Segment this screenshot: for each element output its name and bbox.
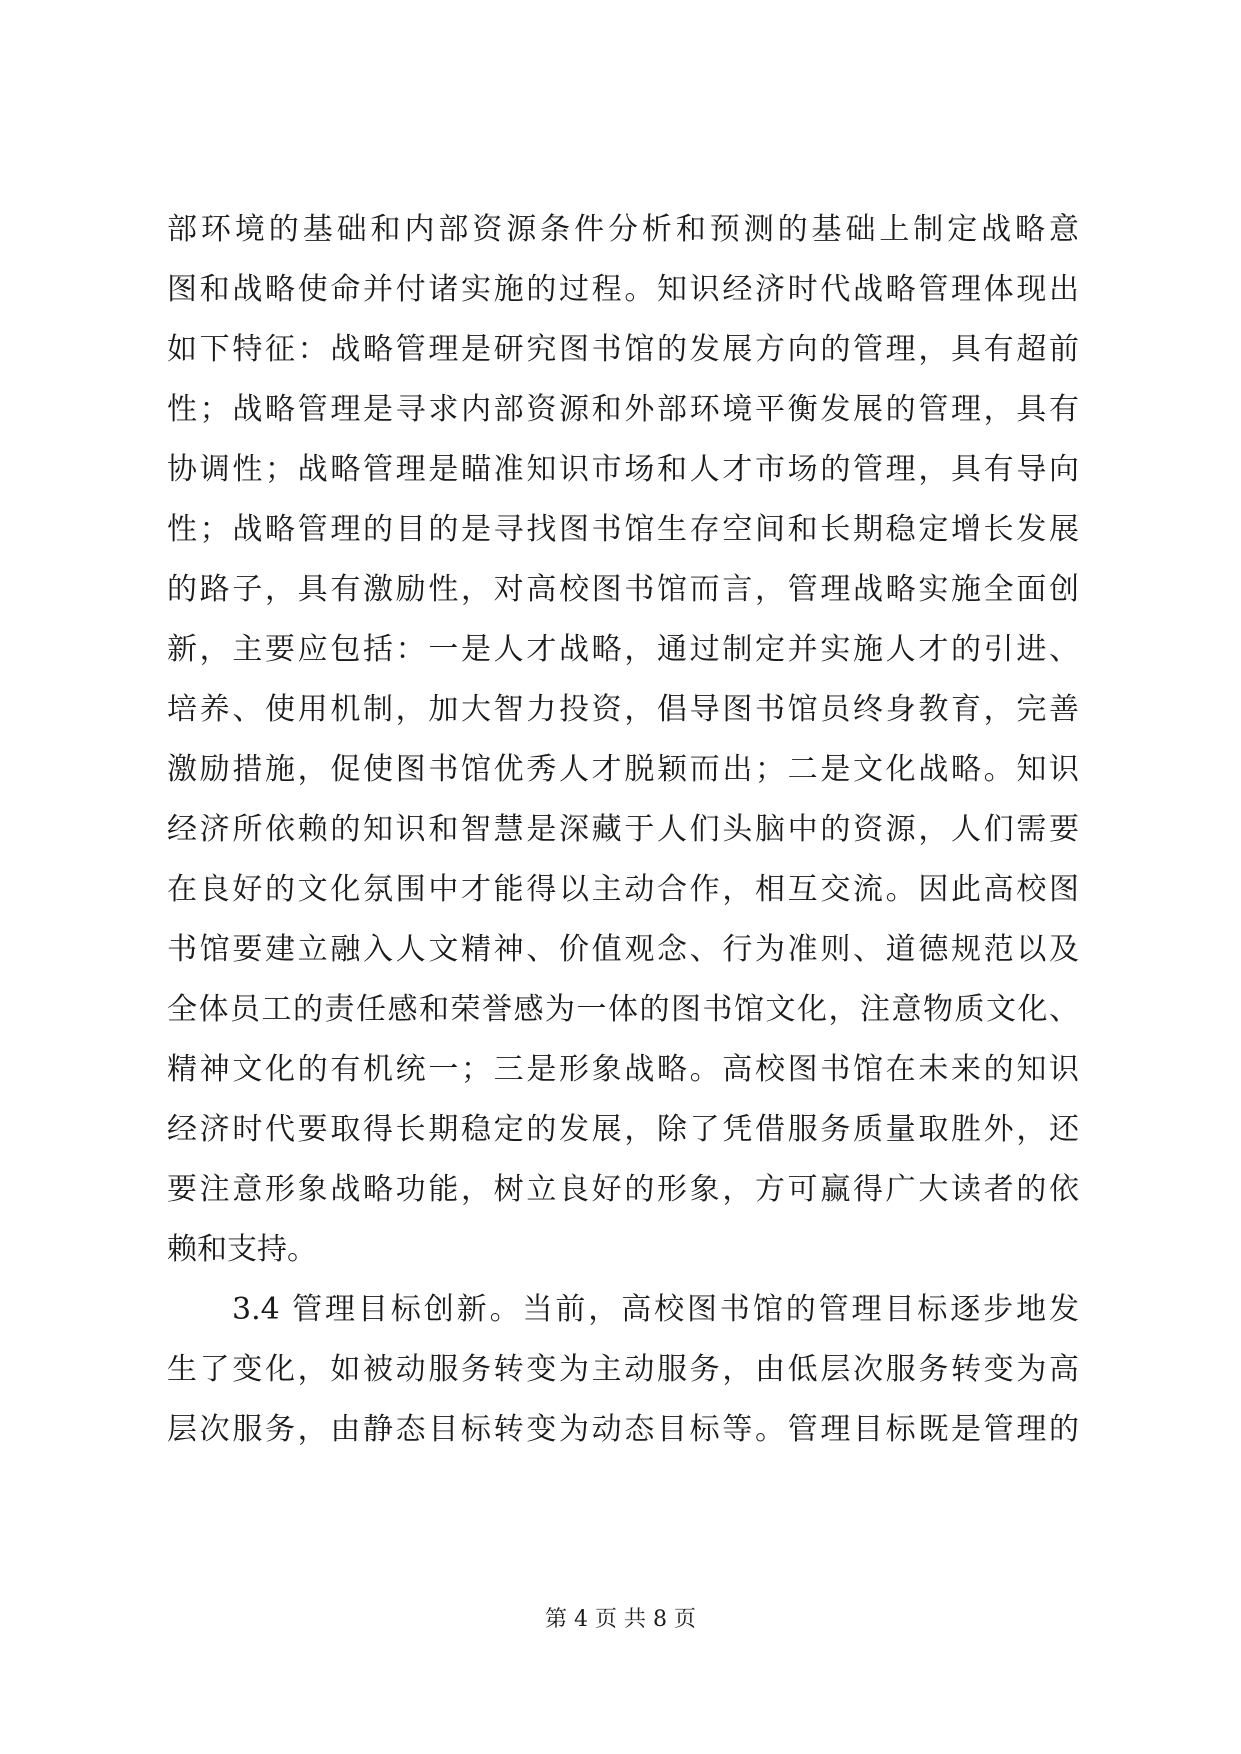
text-line-16: 经济时代要取得长期稳定的发展，除了凭借服务质量取胜外，还	[167, 1112, 1079, 1147]
text-line-1: 部环境的基础和内部资源条件分析和预测的基础上制定战略意	[167, 212, 1079, 247]
text-line-4: 性；战略管理是寻求内部资源和外部环境平衡发展的管理，具有	[167, 392, 1079, 427]
text-line-17: 要注意形象战略功能，树立良好的形象，方可赢得广大读者的依	[167, 1172, 1079, 1207]
text-line-3: 如下特征：战略管理是研究图书馆的发展方向的管理，具有超前	[167, 332, 1079, 367]
text-line-11: 经济所依赖的知识和智慧是深藏于人们头脑中的资源，人们需要	[167, 812, 1079, 847]
text-line-15: 精神文化的有机统一；三是形象战略。高校图书馆在未来的知识	[167, 1052, 1079, 1087]
text-line-9: 培养、使用机制，加大智力投资，倡导图书馆员终身教育，完善	[167, 692, 1079, 727]
page-number-footer: 第 4 页 共 8 页	[545, 1607, 696, 1632]
text-line-13: 书馆要建立融入人文精神、价值观念、行为准则、道德规范以及	[167, 932, 1079, 967]
text-line-18: 赖和支持。	[167, 1232, 317, 1267]
text-line-6: 性；战略管理的目的是寻找图书馆生存空间和长期稳定增长发展	[167, 512, 1079, 547]
text-line-2: 图和战略使命并付诸实施的过程。知识经济时代战略管理体现出	[167, 272, 1079, 307]
text-line-10: 激励措施，促使图书馆优秀人才脱颖而出；二是文化战略。知识	[167, 752, 1079, 787]
text-line-12: 在良好的文化氛围中才能得以主动合作，相互交流。因此高校图	[167, 872, 1079, 907]
text-line-14: 全体员工的责任感和荣誉感为一体的图书馆文化，注意物质文化、	[167, 992, 1079, 1027]
text-line-19: 3.4 管理目标创新。当前，高校图书馆的管理目标逐步地发	[232, 1292, 1079, 1327]
text-line-7: 的路子，具有激励性，对高校图书馆而言，管理战略实施全面创	[167, 572, 1079, 607]
text-line-8: 新，主要应包括：一是人才战略，通过制定并实施人才的引进、	[167, 632, 1079, 667]
text-line-20: 生了变化，如被动服务转变为主动服务，由低层次服务转变为高	[167, 1352, 1079, 1387]
text-line-5: 协调性；战略管理是瞄准知识市场和人才市场的管理，具有导向	[167, 452, 1079, 487]
text-line-21: 层次服务，由静态目标转变为动态目标等。管理目标既是管理的	[167, 1412, 1079, 1447]
